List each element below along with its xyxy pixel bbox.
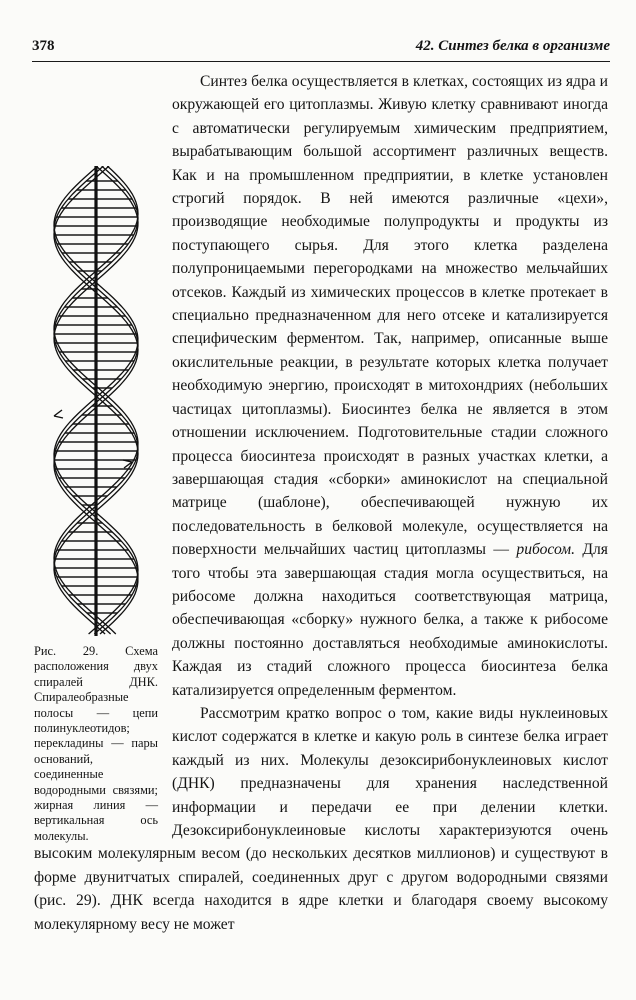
- paragraph-1-text: Синтез белка осуществляется в клетках, состоящих из ядра и окружающей его цитоплазмы. Живую клетку сравнивают иногда с автоматически регулируемым химическим предприятием, вырабатывающим большой ассортимент различных веществ. Как и на промышленном предприятии, в клетке установлен строгий порядок. В ней имеются различные «цехи», производящие необходимые полупродукты и продукты из поступающего сырья. Для этого клетка разделена полупроницаемыми перегородками на множество мельчайших отсеков. Каждый из химических процессов в клетке протекает в специально предназначенном для него отсеке и катализируется специфическим ферментом. Так, например, описанные выше окислительные реакции, в результате которых клетка получает необходимую энергию, происходят в митохондриях (небольших частицах цитоплазмы). Биосинтез белка не является в этом отношении исключением. Подготовительные стадии сложного процесса биосинтеза происходят в разных участках клетки, а завершающая стадия «сборки» аминокислот на специальной матрице (шаблоне), обеспечивающей нужную их последовательность в белковой молекуле, осуществляется на поверхности мельчайших частиц цитоплазмы —: [172, 73, 608, 559]
- page-body: [34, 70, 608, 936]
- paragraph-1-end: Для того чтобы эта завершающая стадия могла осуществиться, на рибосоме должна находиться соответствующая матрица, обеспечивающая «сборку» нужного белка, а также к рибосоме должны постоянно доставляться необходимые аминокислоты. Каждая из стадий сложного процесса биосинтеза белка катализируется определенным ферментом.: [172, 541, 608, 699]
- dna-double-helix-icon: [40, 166, 152, 636]
- figure-caption: Рис. 29. Схема расположения двух спиралей ДНК. Спиралеобразные полосы — цепи полинуклеотидов; перекладины — пары оснований, соединенные водородными связями; жирная линия — вертикальная ось молекулы.: [34, 644, 158, 843]
- paragraph-2-text: Рассмотрим кратко вопрос о том, какие виды нуклеиновых кислот содержатся в клетке и какую роль в синтезе белка играет каждый из них. Молекулы дезоксирибонуклеиновых кислот (ДНК) предназначены для хранения наследственной информации и передачи ее при делении клетки. Дезоксирибонуклеиновые кислоты характеризуются очень высоким молекулярным весом (до нескольких десятков миллионов) и существуют в форме двунитчатых спиралей, соединенных друг с другом водородными связями (рис. 29). ДНК всегда находится в ядре клетки и благодаря своему высокому молекулярному весу не может: [34, 704, 608, 933]
- running-head: 42. Синтез белка в организме: [415, 38, 610, 54]
- page-header: [32, 30, 610, 60]
- page-number: 378: [32, 38, 55, 54]
- figure-29: [34, 166, 158, 843]
- header-rule: [32, 61, 610, 62]
- ribosome-term: рибосом.: [516, 541, 576, 559]
